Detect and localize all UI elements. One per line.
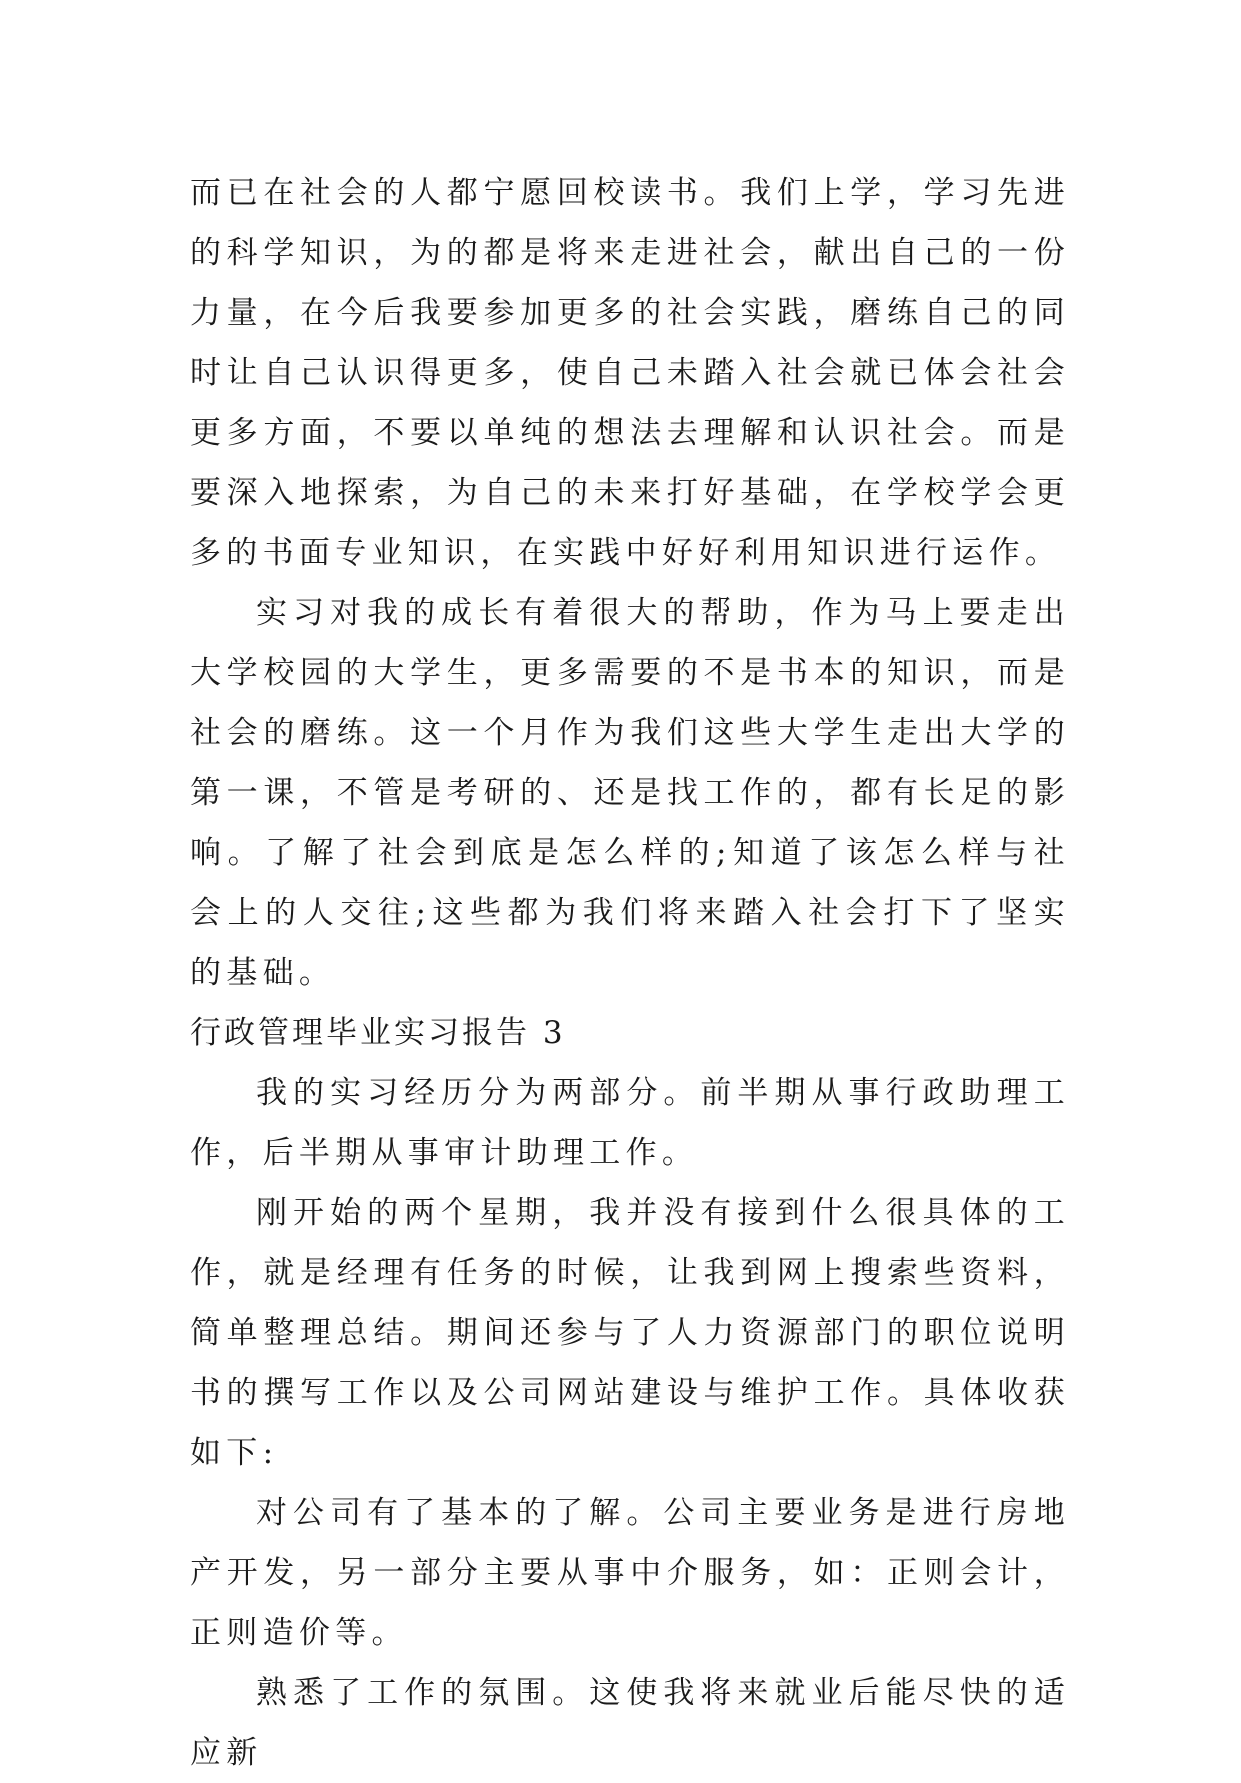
paragraph-first-weeks: 刚开始的两个星期，我并没有接到什么很具体的工作，就是经理有任务的时候，让我到网上搜索些资料，简单整理总结。期间还参与了人力资源部门的职位说明书的撰写工作以及公司网站建设与维护工作。具体收获如下: [190,1195,1070,1471]
paragraph-experience-overview: 我的实习经历分为两部分。前半期从事行政助理工作，后半期从事审计助理工作。 [190,1075,1070,1171]
paragraph-work-atmosphere: 熟悉了工作的氛围。这使我将来就业后能尽快的适应新 [190,1675,1070,1771]
section-heading: 行政管理毕业实习报告 3 [190,1015,566,1051]
paragraph-internship-growth: 实习对我的成长有着很大的帮助，作为马上要走出大学校园的大学生，更多需要的不是书本的知识，而是社会的磨练。这一个月作为我们这些大学生走出大学的第一课，不管是考研的、还是找工作的，都有长足的影响。了解了社会到底是怎么样的;知道了该怎么样与社会上的人交往;这些都为我们将来踏入社会打下了坚实的基础。 [190,595,1070,991]
paragraph-company-understanding: 对公司有了基本的了解。公司主要业务是进行房地产开发，另一部分主要从事中介服务，如：正则会计，正则造价等。 [190,1495,1070,1651]
paragraph-continuation: 而已在社会的人都宁愿回校读书。我们上学，学习先进的科学知识，为的都是将来走进社会，献出自己的一份力量，在今后我要参加更多的社会实践，磨练自己的同时让自己认识得更多，使自己未踏入社会就已体会社会更多方面，不要以单纯的想法去理解和认识社会。而是要深入地探索，为自己的未来打好基础，在学校学会更多的书面专业知识，在实践中好好利用知识进行运作。 [190,175,1070,571]
document-body [190,163,1070,1783]
